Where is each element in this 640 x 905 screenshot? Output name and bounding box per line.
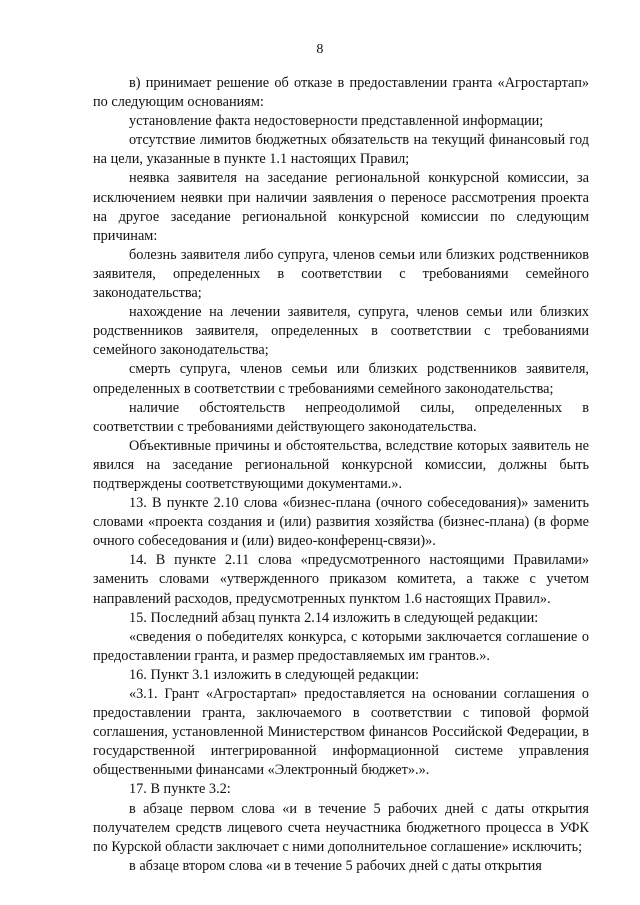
paragraph-reason-illness: болезнь заявителя либо супруга, членов семьи или близких родственников заявителя, определенных в соответствии с требованиями семейного законодательства;: [93, 246, 589, 302]
paragraph-clause-v: в) принимает решение об отказе в предоставлении гранта «Агростартап» по следующим основаниям:: [93, 75, 589, 111]
paragraph-item-13: 13. В пункте 2.10 слова «бизнес-плана (очного собеседования)» заменить словами «проекта создания и (или) развития хозяйства (бизнес-плана) (в форме очного собеседования и (или) видео-конференц-связи)».: [93, 495, 589, 550]
page-number: 8: [316, 42, 324, 57]
paragraph-reason-death: смерть супруга, членов семьи или близких родственников заявителя, определенных в соответствии с требованиями семейного законодательства;: [93, 361, 589, 397]
paragraph-item-16: 16. Пункт 3.1 изложить в следующей редакции:: [129, 666, 420, 683]
paragraph-item-15-text: «сведения о победителях конкурса, с которыми заключается соглашение о предоставлении гранта, и размер предоставляемых им грантов.».: [93, 628, 589, 664]
paragraph-objective-reasons: Объективные причины и обстоятельства, вследствие которых заявитель не явился на заседание региональной конкурсной комиссии, должны быть подтверждены соответствующими документами.».: [93, 437, 589, 492]
paragraph-reason-force-majeure: наличие обстоятельств непреодолимой силы, определенных в соответствии с требованиями действующего законодательства.: [93, 399, 589, 435]
document-body: [93, 74, 589, 876]
paragraph-item-16-text: «3.1. Грант «Агростартап» предоставляется на основании соглашения о предоставлении гранта, заключаемого в соответствии с типовой формой соглашения, установленной Министерством финансов Российской Федерации, в государственной интегрированной информационной системе управления общественными финансами «Электронный бюджет».».: [93, 686, 589, 779]
paragraph-ground-unreliable-info: установление факта недостоверности представленной информации;: [129, 113, 544, 130]
paragraph-item-15: 15. Последний абзац пункта 2.14 изложить в следующей редакции:: [129, 609, 539, 626]
paragraph-item-14: 14. В пункте 2.11 слова «предусмотренного настоящими Правилами» заменить словами «утвержденного приказом комитета, а также с учетом направлений расходов, предусмотренных пунктом 1.6 настоящих Правил».: [93, 552, 589, 607]
paragraph-item-17-first: в абзаце первом слова «и в течение 5 рабочих дней с даты открытия получателем средств лицевого счета неучастника бюджетного процесса в УФК по Курской области заключает с ними дополнительное соглашение» исключить;: [93, 800, 589, 855]
paragraph-item-17: 17. В пункте 3.2:: [129, 781, 231, 798]
paragraph-item-17-second: в абзаце втором слова «и в течение 5 рабочих дней с даты открытия: [129, 857, 542, 874]
paragraph-reason-treatment: нахождение на лечении заявителя, супруга, членов семьи или близких родственников заявителя, определенных в соответствии с требованиями семейного законодательства;: [93, 304, 589, 359]
paragraph-ground-no-limits: отсутствие лимитов бюджетных обязательств на текущий финансовый год на цели, указанные в пункте 1.1 настоящих Правил;: [93, 132, 589, 168]
paragraph-ground-absence: неявка заявителя на заседание региональной конкурсной комиссии, за исключением неявки при наличии заявления о переносе рассмотрения проекта на другое заседание региональной конкурсной комиссии по следующим причинам:: [93, 170, 589, 244]
